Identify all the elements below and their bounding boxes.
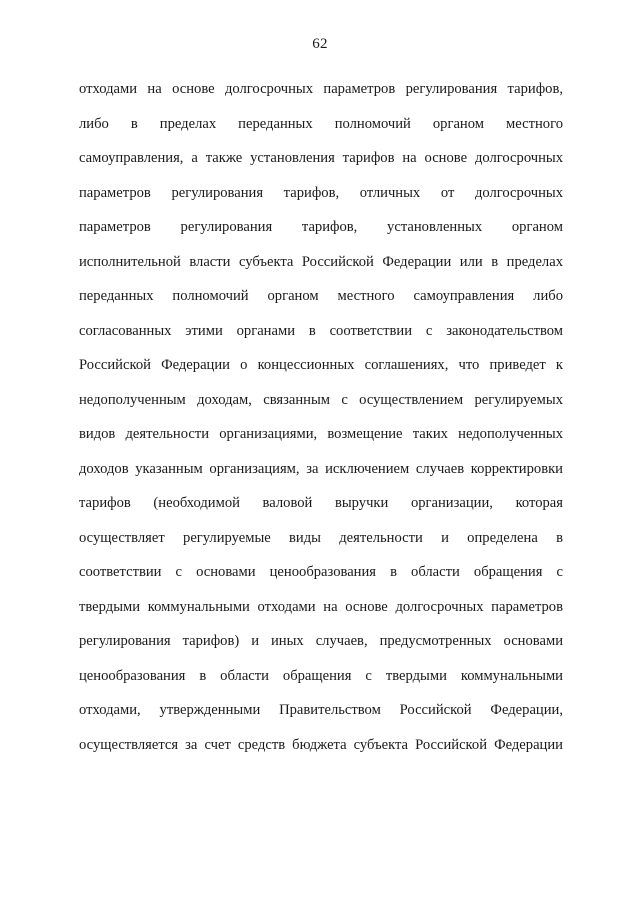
text-line: ценообразования в области обращения с твердыми коммунальными [79,667,563,684]
text-line: отходами, утвержденными Правительством Российской Федерации, [79,702,563,718]
text-line: доходов указанным организациям, за исключением случаев корректировки [79,460,563,477]
text-line: согласованных этими органами в соответствии с законодательством [79,322,563,339]
text-line: осуществляет регулируемые виды деятельности и определена в [79,529,563,546]
text-line: соответствии с основами ценообразования в области обращения с [79,564,563,580]
text-line: отходами на основе долгосрочных параметров регулирования тарифов, [79,81,563,97]
text-line: регулирования тарифов) и иных случаев, предусмотренных основами [79,633,563,649]
text-line: параметров регулирования тарифов, установленных органом [79,219,563,235]
text-line: параметров регулирования тарифов, отличных от долгосрочных [79,184,563,201]
text-line: переданных полномочий органом местного самоуправления либо [79,288,563,304]
text-line: либо в пределах переданных полномочий органом местного [79,115,563,132]
text-line: исполнительной власти субъекта Российской Федерации или в пределах [79,253,563,270]
text-line: видов деятельности организациями, возмещение таких недополученных [79,426,563,442]
text-line-last: осуществляется за счет средств бюджета субъекта Российской Федерации [79,736,563,753]
text-line: тарифов (необходимой валовой выручки организации, которая [79,495,563,511]
text-line: самоуправления, а также установления тарифов на основе долгосрочных [79,150,563,166]
text-line: Российской Федерации о концессионных соглашениях, что приведет к [79,357,563,373]
text-line: недополученным доходам, связанным с осуществлением регулируемых [79,391,563,408]
text-line: твердыми коммунальными отходами на основе долгосрочных параметров [79,598,563,615]
page-number: 62 [312,36,328,52]
body-text [79,72,563,762]
